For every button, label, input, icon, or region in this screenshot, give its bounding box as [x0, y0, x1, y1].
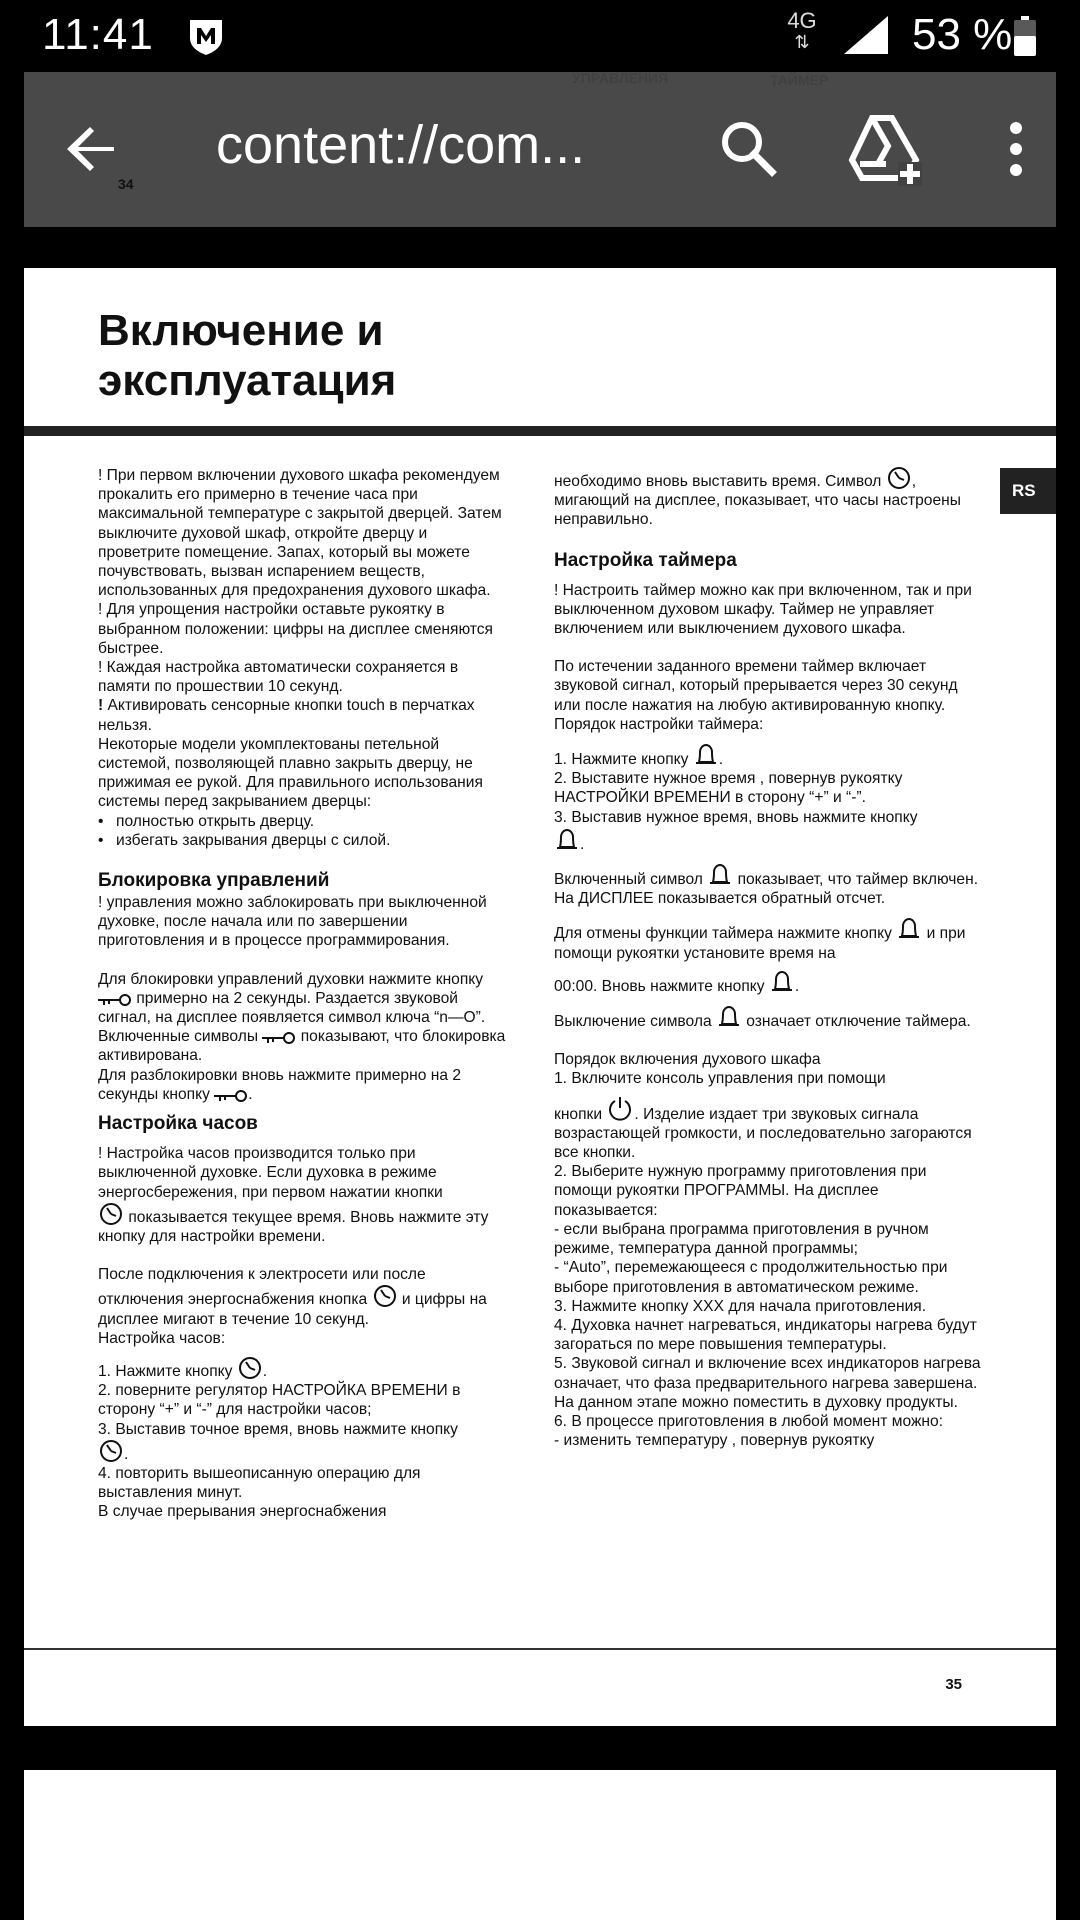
- status-time: 11:41: [42, 10, 154, 59]
- paragraph-text: 1. Нажмите кнопку: [98, 1362, 237, 1380]
- clock-icon: [98, 1202, 124, 1226]
- next-page[interactable]: [24, 1770, 1056, 1920]
- paragraph-text: Для блокировки управлений духовки нажмите кнопку: [98, 970, 484, 988]
- spacer: [554, 734, 984, 742]
- paragraph-text: .: [248, 1085, 253, 1103]
- paragraph: [554, 862, 984, 908]
- network-indicator: 4G ⇅: [782, 10, 822, 54]
- key-icon: [98, 993, 132, 1007]
- paragraph: 6. В процессе приготовления в любой момент можно:: [554, 1412, 944, 1430]
- paragraph: ! Для упрощения настройки оставьте рукоятку в выбранном положении: цифры на дисплее сменяются быстрее.: [98, 601, 493, 657]
- paragraph: [98, 696, 508, 734]
- spacer: [554, 573, 984, 581]
- spacer: [98, 1348, 508, 1356]
- paragraph: [98, 1202, 508, 1246]
- power-icon: [606, 1095, 634, 1123]
- paragraph-text: .: [718, 751, 724, 769]
- paragraph-text: примерно на 2 секунды. Раздается звуковой сигнал, на дисплее появляется символ ключа “n—O”. Включенные символы: [98, 989, 486, 1046]
- battery-icon: [1014, 16, 1036, 56]
- spacer: [98, 1136, 508, 1144]
- paragraph: 3. Нажмите кнопку XXX для начала приготовления.: [554, 1297, 927, 1315]
- spacer: [554, 854, 984, 862]
- spacer: [554, 530, 984, 549]
- right-column: [554, 466, 984, 1450]
- paragraph: Настройка часов:: [98, 1329, 226, 1347]
- paragraph: [554, 827, 984, 854]
- search-icon[interactable]: [714, 114, 784, 184]
- paragraph: [98, 1439, 508, 1464]
- bell-icon: [707, 862, 733, 888]
- left-column: [98, 466, 508, 1522]
- spacer: [554, 638, 984, 657]
- document-title: [98, 306, 518, 406]
- paragraph: ! Настройка часов производится только при выключенной духовке. Если духовка в режиме энергосбережения, при первом нажатии кнопки: [98, 1145, 443, 1201]
- clock-icon: [237, 1356, 263, 1380]
- spacer: [98, 850, 508, 869]
- paragraph-text: . Изделие издает три звуковых сигнала возрастающей громкости, и последовательно загораются все кнопки.: [554, 1105, 972, 1162]
- paragraph: ! Каждая настройка автоматически сохраняется в памяти по прошествии 10 секунд.: [98, 659, 459, 696]
- paragraph: [554, 1004, 984, 1031]
- paragraph: 1. Включите консоль управления при помощи: [554, 1070, 886, 1088]
- list-item: • полностью открыть дверцу.: [98, 812, 508, 831]
- footer-rule: [24, 1648, 1056, 1650]
- paragraph-text: 1. Нажмите кнопку: [554, 751, 693, 769]
- paragraph-text: показывают, что блокировка активирована.: [98, 1028, 506, 1065]
- bell-icon: [896, 916, 922, 942]
- paragraph: [98, 970, 508, 1066]
- app-bar-title: content://com...: [216, 115, 586, 175]
- paragraph: - если выбрана программа приготовления в ручном режиме, температура данной программы;: [554, 1220, 929, 1258]
- paragraph-text: .: [580, 835, 585, 853]
- paragraph: [554, 969, 984, 996]
- clock-icon: [98, 1439, 124, 1463]
- paragraph-text: и при помощи рукоятки установите время на: [554, 925, 966, 962]
- paragraph-text: кнопки: [554, 1105, 607, 1123]
- paragraph: По истечении заданного времени таймер включает звуковой сигнал, который прерывается через 30 секунд или после нажатия на любую активированную кнопку.: [554, 658, 958, 714]
- paragraph-text: .: [262, 1362, 268, 1380]
- bell-icon: [554, 827, 580, 853]
- page-number: 35: [945, 1676, 962, 1693]
- paragraph: ! Настроить таймер можно как при включенном, так и при выключенном духовом шкафу. Таймер не управляет включением или выключением духового шкафа.: [554, 581, 972, 638]
- paragraph: [98, 1265, 508, 1329]
- paragraph: - изменить температуру , повернув рукоятку: [554, 1432, 875, 1450]
- clock-icon: [372, 1284, 398, 1308]
- spacer: [98, 1104, 508, 1112]
- paragraph: Порядок включения духового шкафа: [554, 1051, 821, 1069]
- battery-percent: 53 %: [912, 10, 1013, 59]
- previous-page-number: 34: [118, 176, 134, 192]
- spacer: [554, 908, 984, 916]
- paragraph: В случае прерывания энергоснабжения: [98, 1503, 387, 1521]
- paragraph-text: .: [794, 977, 800, 995]
- paragraph-text: Активировать сенсорные кнопки touch в перчатках нельзя.: [98, 697, 475, 734]
- paragraph: ! управления можно заблокировать при выключенной духовке, после начала или по завершении приготовления и в процессе программирования.: [98, 894, 487, 950]
- paragraph: ! При первом включении духового шкафа рекомендуем прокалить его примерно в течение часа при максимальной температуре с закрытой дверцей. Затем выключите духовой шкаф, откройте дверцу и проветрите помещение. Запах, который вы можете почувствовать, вызван испарением веществ, использованных для предохранения духового шкафа.: [98, 467, 502, 600]
- paragraph: [554, 916, 984, 962]
- spacer: [98, 951, 508, 970]
- key-icon: [262, 1031, 296, 1045]
- paragraph-text: показывается текущее время. Вновь нажмите эту кнопку для настройки времени.: [98, 1208, 489, 1245]
- paragraph: 4. Духовка начнет нагреваться, индикаторы нагрева будут загораться по мере повышения температуры.: [554, 1316, 977, 1354]
- title-line: Включение и: [98, 306, 384, 355]
- paragraph: 3. Выставив точное время, вновь нажмите кнопку: [98, 1420, 458, 1438]
- language-tab: RS: [1000, 468, 1056, 514]
- spacer: [98, 1246, 508, 1265]
- network-type: 4G: [787, 8, 817, 33]
- paragraph-text: 00:00. Вновь нажмите кнопку: [554, 977, 769, 995]
- paragraph-text: и цифры на дисплее мигают в течение 10 секунд.: [98, 1291, 487, 1328]
- paragraph: 5. Звуковой сигнал и включение всех индикаторов нагрева означает, что фаза предварительного нагрева завершена. На данном этапе можно поместить в духовку продукты.: [554, 1355, 981, 1411]
- paragraph-text: После подключения к электросети или после отключения энергоснабжения кнопка: [98, 1266, 426, 1309]
- paragraph: [98, 1066, 508, 1104]
- paragraph: [554, 742, 984, 769]
- more-vert-icon[interactable]: [994, 114, 1038, 184]
- shield-icon: [186, 16, 226, 56]
- paragraph: 2. Выберите нужную программу приготовления при помощи рукоятки ПРОГРАММЫ. На дисплее показывается:: [554, 1163, 927, 1219]
- paragraph: 2. Выставите нужное время , повернув рукоятку НАСТРОЙКИ ВРЕМЕНИ в сторону “+” и “-”.: [554, 770, 903, 807]
- bell-icon: [769, 969, 795, 995]
- section-heading: Настройка часов: [98, 1113, 258, 1135]
- paragraph: - “Auto”, перемежающееся с продолжительностью при выборе приготовления в автоматическом режиме.: [554, 1259, 948, 1296]
- paragraph: 3. Выставив нужное время, вновь нажмите кнопку: [554, 808, 918, 826]
- spacer: [554, 996, 984, 1004]
- paragraph: Некоторые модели укомплектованы петельной системой, позволяющей плавно закрыть дверцу, не прижимая ее рукой. Для правильного использования системы перед закрыванием дверцы:: [98, 735, 483, 811]
- clock-icon: [886, 466, 912, 490]
- bell-icon: [716, 1004, 742, 1030]
- paragraph-text: Выключение символа: [554, 1013, 716, 1031]
- paragraph-text: .: [124, 1445, 129, 1463]
- paragraph: [554, 1095, 984, 1163]
- section-heading: Настройка таймера: [554, 549, 737, 571]
- document-page[interactable]: [24, 268, 1056, 1726]
- paragraph: [98, 1356, 508, 1381]
- drive-add-icon[interactable]: [846, 112, 926, 188]
- paragraph-text: показывает, что таймер включен. На ДИСПЛЕЕ показывается обратный отсчет.: [554, 871, 979, 908]
- paragraph: Порядок настройки таймера:: [554, 715, 764, 733]
- app-bar: [24, 72, 1056, 227]
- signal-icon: [842, 14, 892, 56]
- paragraph-text: Для отмены функции таймера нажмите кнопку: [554, 925, 897, 943]
- back-arrow-icon[interactable]: [58, 114, 128, 184]
- paragraph: 2. поверните регулятор НАСТРОЙКА ВРЕМЕНИ в сторону “+” и “-” для настройки часов;: [98, 1382, 461, 1419]
- list-item: • избегать закрывания дверцы с силой.: [98, 831, 508, 850]
- paragraph-text: означает отключение таймера.: [741, 1013, 971, 1031]
- paragraph: [554, 466, 984, 530]
- spacer: [554, 1031, 984, 1050]
- paragraph-text: необходимо вновь выставить время. Символ: [554, 473, 886, 490]
- bell-icon: [693, 742, 719, 768]
- paragraph: 4. повторить вышеописанную операцию для выставления минут.: [98, 1464, 421, 1502]
- section-heading: Блокировка управлений: [98, 870, 330, 892]
- status-bar: [0, 0, 1080, 72]
- title-rule: [24, 426, 1056, 436]
- exclamation-mark: !: [98, 697, 104, 715]
- title-line: эксплуатация: [98, 356, 397, 405]
- paragraph-text: , мигающий на дисплее, показывает, что часы настроены неправильно.: [554, 473, 961, 529]
- paragraph-text: Включенный символ: [554, 871, 708, 889]
- paragraph-text: Для разблокировки вновь нажмите примерно на 2 секунды кнопку: [98, 1066, 462, 1103]
- key-icon: [214, 1089, 248, 1103]
